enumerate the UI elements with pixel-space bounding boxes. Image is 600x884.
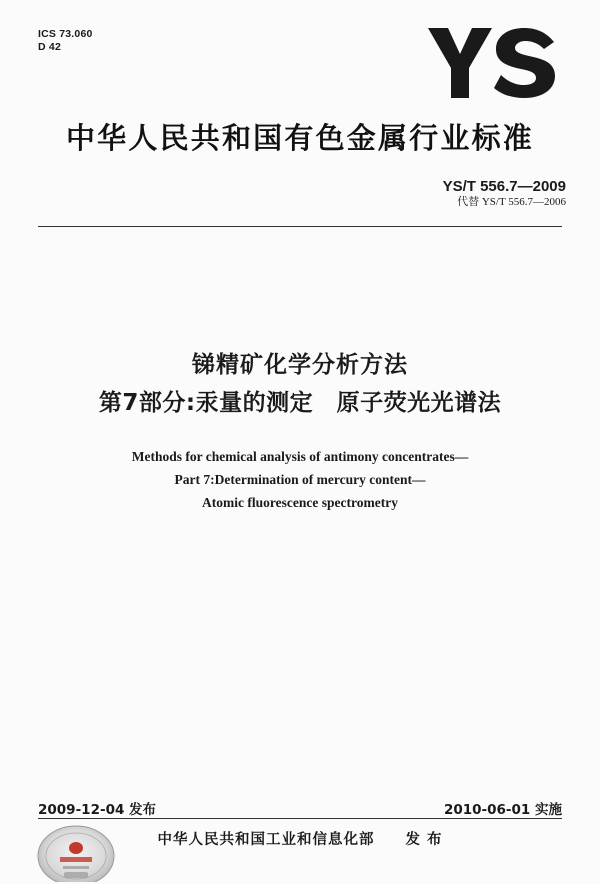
standard-replaces: 代替 YS/T 556.7—2006: [457, 196, 566, 208]
ccs-code: D 42: [38, 41, 61, 53]
issue-date: 2009-12-04 发布: [38, 802, 157, 818]
top-divider: [38, 226, 562, 227]
title-en-line3: Atomic fluorescence spectrometry: [202, 495, 398, 510]
classification-codes: [38, 28, 93, 54]
ys-logo: [428, 28, 556, 98]
ics-code: ICS 73.060: [38, 28, 93, 40]
title-en-line2: Part 7:Determination of mercury content—: [174, 472, 426, 487]
issuing-authority: 中华人民共和国工业和信息化部 发 布: [157, 832, 443, 848]
title-cn-line1: 锑精矿化学分析方法: [192, 352, 408, 378]
implementation-date: 2010-06-01 实施: [443, 802, 562, 818]
bottom-divider: [38, 818, 562, 819]
org-title: 中华人民共和国有色金属行业标准: [65, 121, 534, 155]
title-en: [0, 445, 600, 514]
title-en-line1: Methods for chemical analysis of antimony concentrates—: [131, 449, 469, 464]
standard-number: YS/T 556.7—2009: [442, 178, 566, 195]
title-cn-line2: 第7部分:汞量的测定 原子荧光光谱法: [98, 390, 502, 416]
